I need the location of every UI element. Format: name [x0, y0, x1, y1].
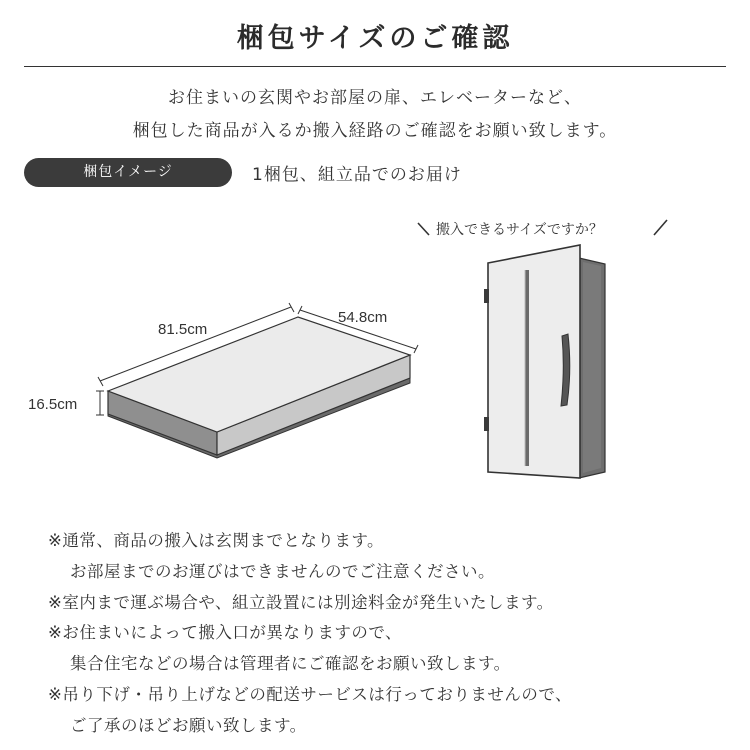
notes-section: [48, 526, 738, 742]
package-note: 1梱包、組立品でのお届け: [252, 165, 462, 185]
page-title: 梱包サイズのご確認: [236, 23, 514, 54]
width-label: 81.5cm: [158, 321, 208, 338]
note-line: 集合住宅などの場合は管理者にご確認をお願い致します。: [70, 654, 511, 674]
door-frame-inner: [583, 262, 601, 473]
note-line: ご了承のほどお願い致します。: [70, 715, 307, 735]
intro-line-1: お住まいの玄関やお部屋の扉、エレベーターなど、: [168, 88, 582, 108]
package-box-illustration: [28, 303, 418, 458]
question-slash-left: [418, 223, 429, 235]
note-line: お部屋までのお運びはできませんのでご注意ください。: [70, 561, 495, 581]
hinge-top: [484, 289, 489, 303]
title-divider: [24, 66, 726, 67]
question-slash-right: [654, 220, 667, 235]
note-line: ※室内まで運ぶ場合や、組立設置には別途料金が発生いたします。: [48, 592, 554, 612]
note-line: ※吊り下げ・吊り上げなどの配送サービスは行っておりませんので、: [48, 684, 572, 704]
note-line: ※通常、商品の搬入は玄関までとなります。: [48, 531, 385, 550]
depth-label: 54.8cm: [338, 309, 388, 326]
illustration: [0, 200, 750, 500]
height-label: 16.5cm: [28, 396, 78, 413]
width-tick-left: [98, 377, 103, 386]
door-illustration: [418, 220, 667, 478]
package-image-badge: 梱包イメージ: [24, 158, 232, 187]
door-question: 搬入できるサイズですか？: [436, 222, 603, 238]
note-line: ※お住まいによって搬入口が異なりますので、: [48, 623, 402, 643]
hinge-bottom: [484, 417, 489, 431]
intro-line-2: 梱包した商品が入るか搬入経路のご確認をお願い致します。: [132, 121, 618, 141]
